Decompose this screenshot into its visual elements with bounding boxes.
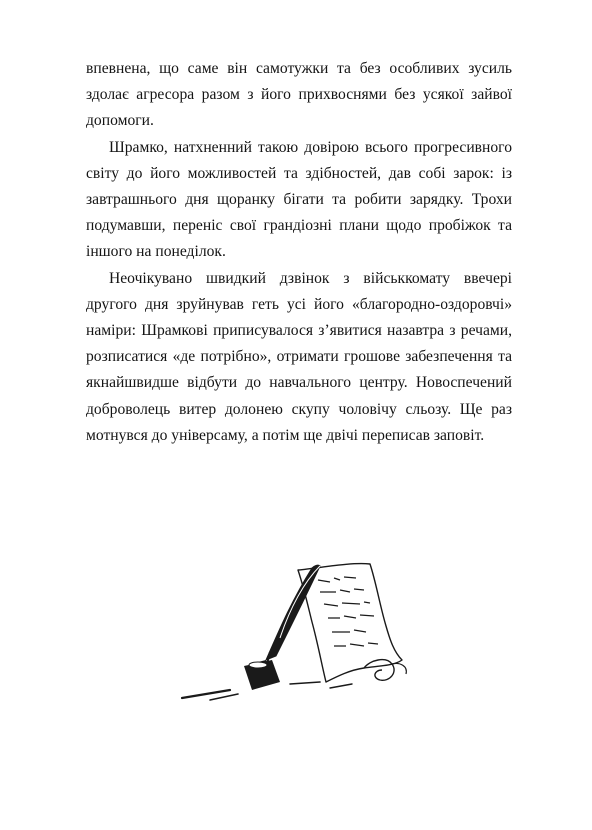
paragraph-3: Неочікувано швидкий дзвінок з військкомату ввечері другого дня зруйнував геть усі його «благородно-оздоровчі» наміри: Шрамкові приписувалося з’явитися назавтра з речами, розписатися «де потрібно», отримати грошове забезпечення та якнайшвидше відбути до навчального центру. Новоспечений доброволець витер долонею скупу чоловічу сльозу. Ще раз мотнувся до універсаму, а потім ще двічі переписав заповіт. [86, 269, 512, 444]
paragraph-1: впевнена, що саме він самотужки та без особливих зусиль здолає агресора разом з його прихвоснями без усякої зайвої допомоги. [86, 60, 512, 130]
quill-inkwell-scroll-icon [180, 548, 420, 708]
paragraph-2: Шрамко, натхненний такою довірою всього прогресивного світу до його можливостей та здібностей, дав собі зарок: із завтрашнього дня щоранку бігати та робити зарядку. Трохи подумавши, переніс свої грандіозні плани щодо пробіжок та іншого на понеділок. [86, 138, 512, 261]
body-text [86, 56, 512, 449]
